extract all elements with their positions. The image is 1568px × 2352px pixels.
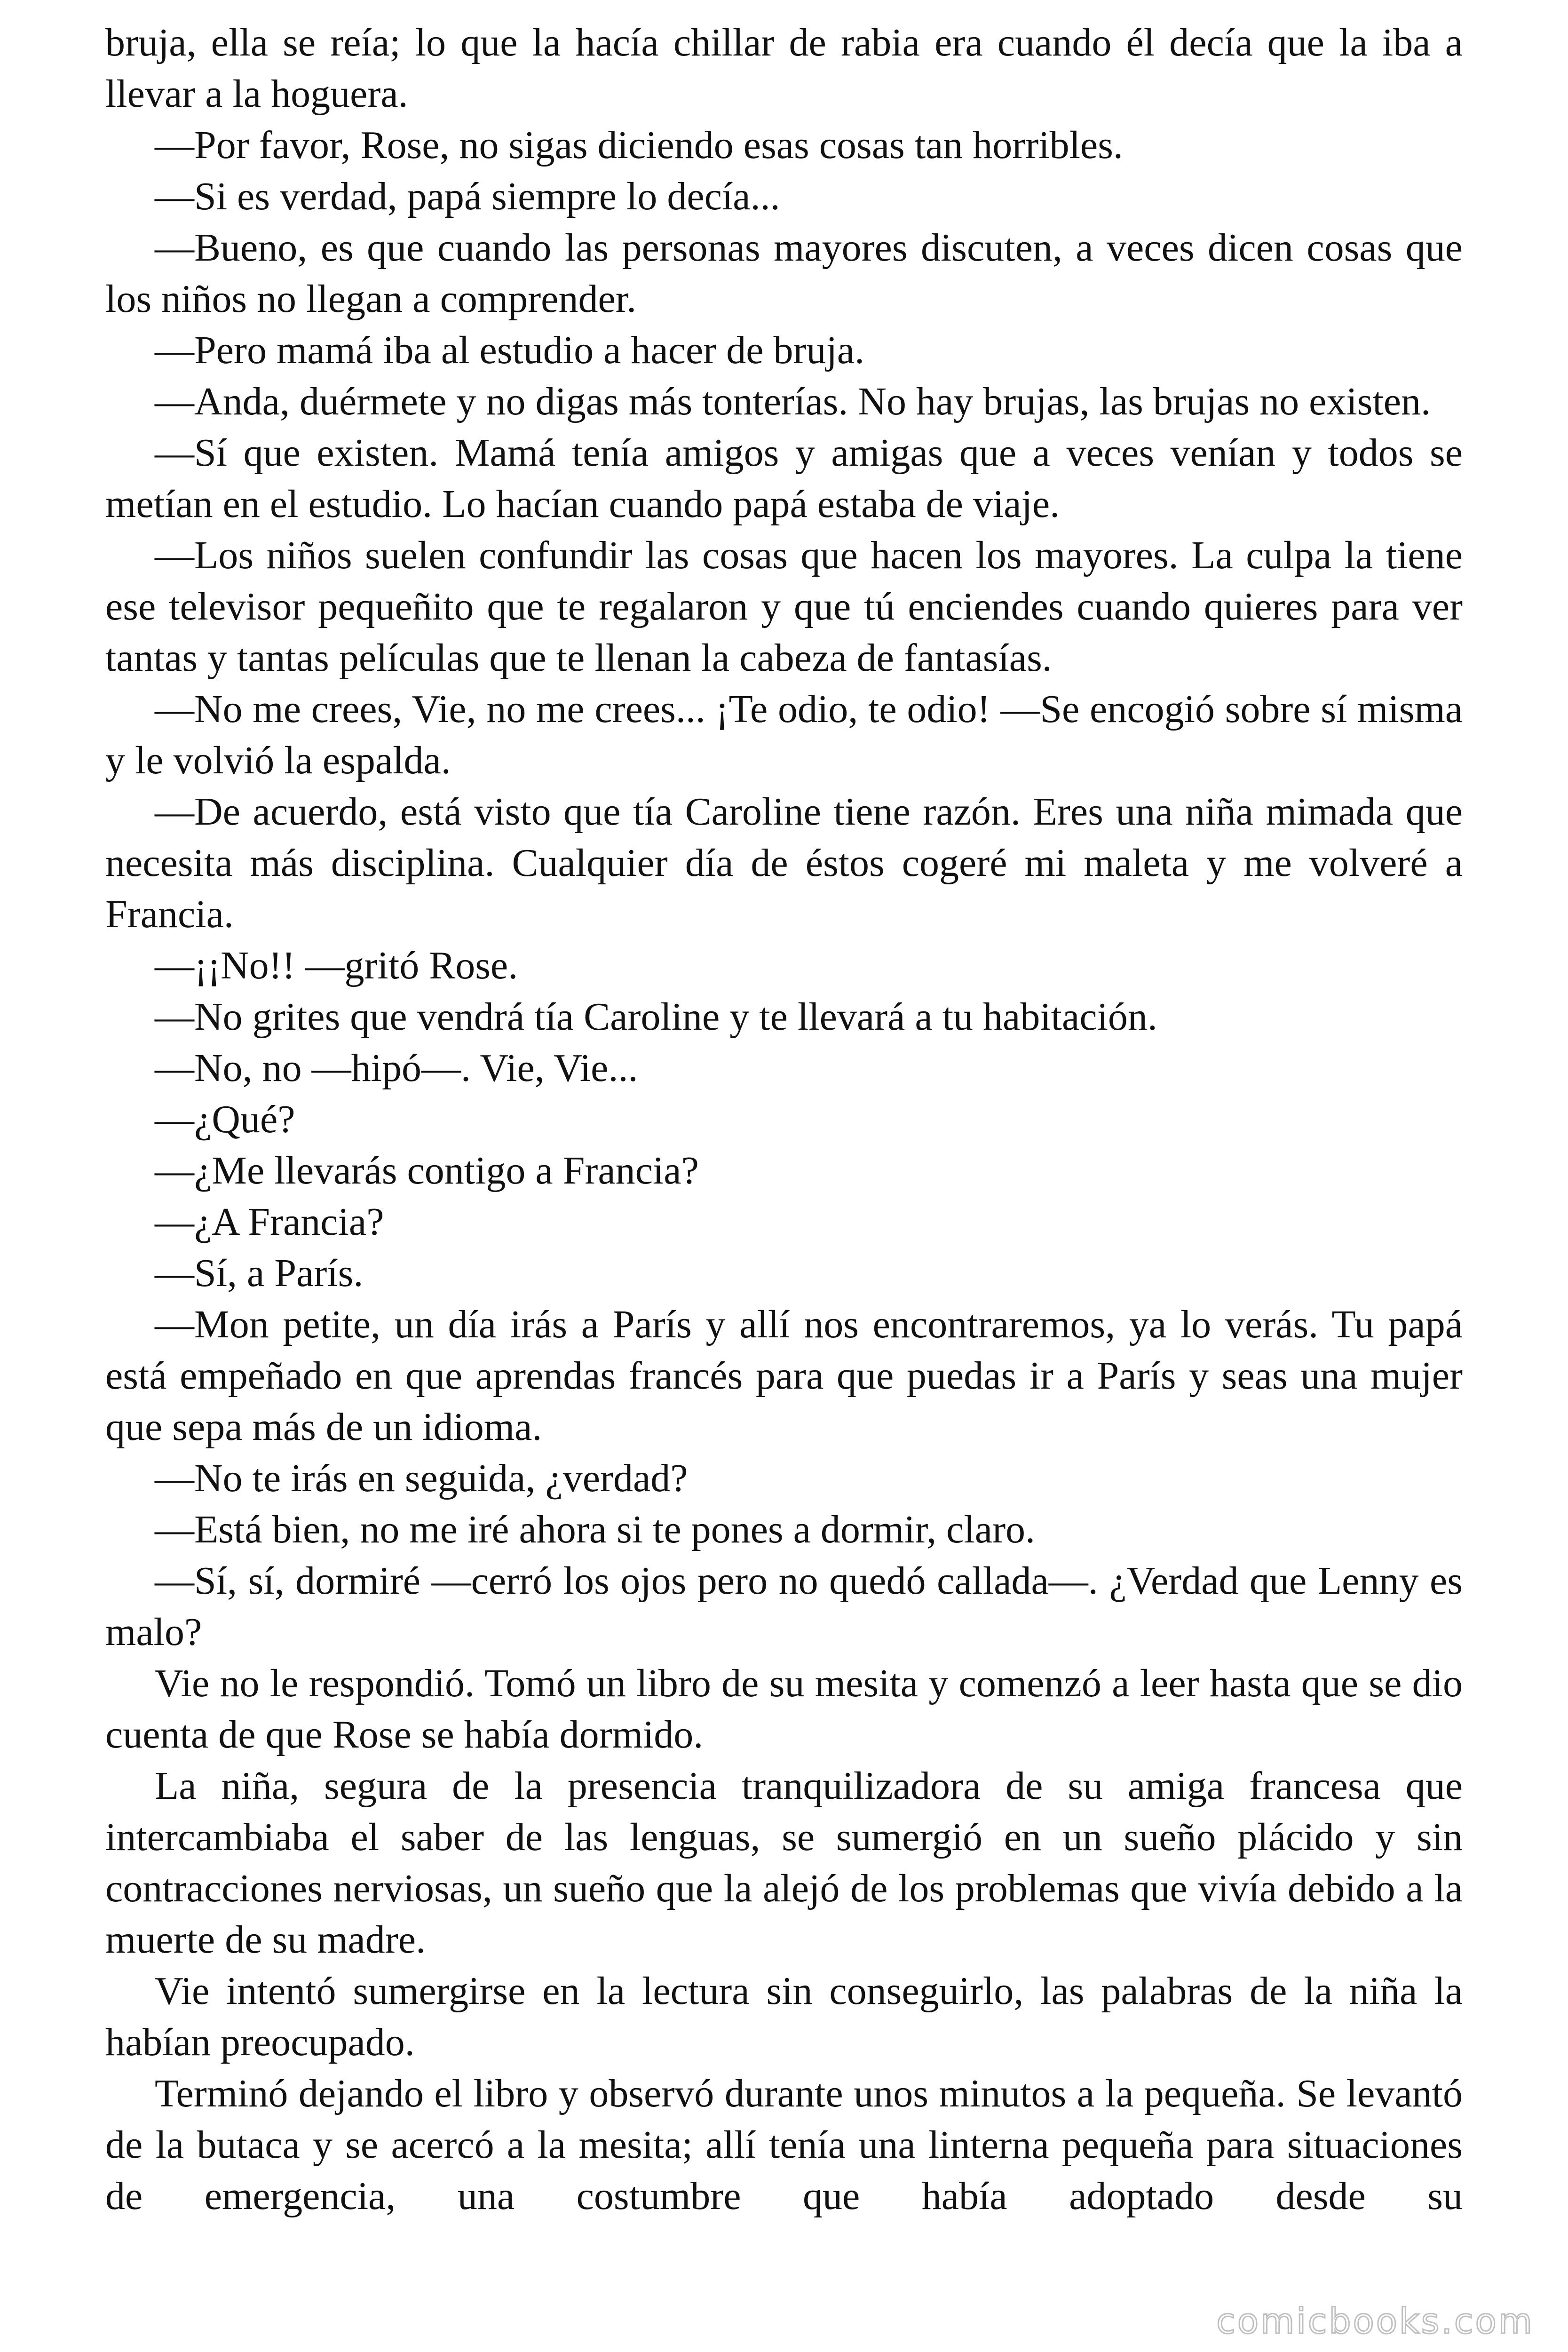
paragraph-11: —¡¡No!! —gritó Rose. — [155, 944, 518, 987]
paragraph-6: —Anda, duérmete y no digas más tonterías. No hay brujas, las brujas no existen. — [155, 380, 1431, 423]
paragraph-19: —No te irás en seguida, ¿verdad? — [155, 1456, 688, 1500]
watermark: comicbooks.com — [1216, 2301, 1534, 2342]
paragraph-13: —No, no —hipó—. Vie, Vie... — [155, 1046, 638, 1090]
paragraph-18: —Mon petite, un día irás a París y allí nos encontraremos, ya lo verás. Tu papá está empeñado en que aprendas francés para que puedas ir a París y seas una mujer que sepa más de un idioma. — [105, 1303, 1463, 1449]
paragraph-22: Vie no le respondió. Tomó un libro de su mesita y comenzó a leer hasta que se dio cuenta de que Rose se había dormido. — [105, 1661, 1463, 1756]
paragraph-5: —Pero mamá iba al estudio a hacer de bruja. — [155, 328, 865, 372]
paragraph-21: —Sí, sí, dormiré —cerró los ojos pero no quedó callada—. ¿Verdad que Lenny es malo? — [105, 1559, 1463, 1654]
paragraph-20: —Está bien, no me iré ahora si te pones a dormir, claro. — [155, 1508, 1036, 1551]
paragraph-1: bruja, ella se reía; lo que la hacía chillar de rabia era cuando él decía que la iba a llevar a la hoguera. — [105, 21, 1463, 116]
paragraph-8: —Los niños suelen confundir las cosas que hacen los mayores. La culpa la tiene ese televisor pequeñito que te regalaron y que tú enciendes cuando quieres para ver tantas y tantas películas que te llenan la cabeza de fantasías. — [105, 533, 1463, 680]
paragraph-12: —No grites que vendrá tía Caroline y te llevará a tu habitación. — [155, 995, 1157, 1039]
paragraph-23: La niña, segura de la presencia tranquilizadora de su amiga francesa que intercambiaba el saber de las lenguas, se sumergió en un sueño plácido y sin contracciones nerviosas, un sueño que la alejó de los problemas que vivía debido a la muerte de su madre. — [105, 1764, 1463, 1962]
paragraph-15: —¿Me llevarás contigo a Francia? — [155, 1149, 699, 1192]
paragraph-7: —Sí que existen. Mamá tenía amigos y amigas que a veces venían y todos se metían en el estudio. Lo hacían cuando papá estaba de viaje. — [105, 431, 1463, 526]
paragraph-3: —Si es verdad, papá siempre lo decía... — [155, 175, 780, 218]
paragraph-9: —No me crees, Vie, no me crees... ¡Te odio, te odio! —Se encogió sobre sí misma y le volvió la espalda. — [105, 687, 1463, 782]
paragraph-25: Terminó dejando el libro y observó durante unos minutos a la pequeña. Se levantó de la butaca y se acercó a la mesita; allí tenía una linterna pequeña para situaciones de emergencia, una costumbre que había adoptado desde su — [105, 2072, 1463, 2218]
paragraph-4: —Bueno, es que cuando las personas mayores discuten, a veces dicen cosas que los niños no llegan a comprender. — [105, 226, 1463, 321]
paragraph-10: —De acuerdo, está visto que tía Caroline tiene razón. Eres una niña mimada que necesita más disciplina. Cualquier día de éstos cogeré mi maleta y me volveré a Francia. — [105, 790, 1463, 936]
paragraph-2: —Por favor, Rose, no sigas diciendo esas cosas tan horribles. — [155, 123, 1123, 167]
paragraph-14: —¿Qué? — [155, 1097, 295, 1141]
paragraph-16: —¿A Francia? — [155, 1200, 384, 1244]
paragraph-17: —Sí, a París. — [155, 1251, 364, 1295]
book-page-text — [105, 17, 1463, 2222]
paragraph-24: Vie intentó sumergirse en la lectura sin conseguirlo, las palabras de la niña la habían preocupado. — [105, 1969, 1463, 2064]
